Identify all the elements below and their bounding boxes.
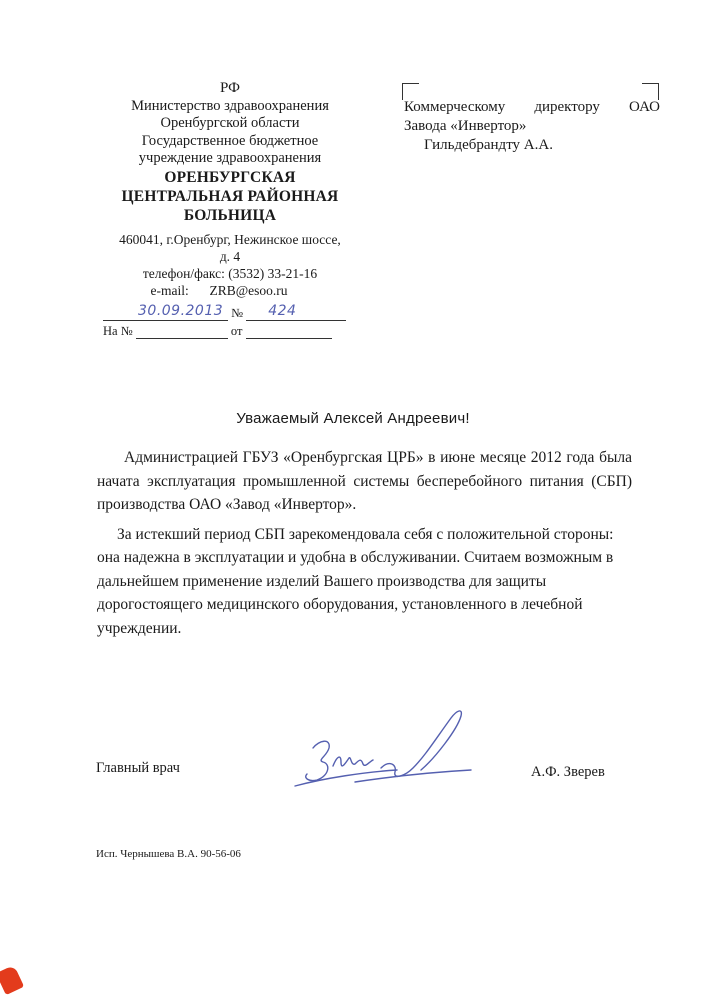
letterhead-address bbox=[100, 231, 360, 299]
addressee-word-2: директору bbox=[534, 99, 600, 115]
signatory-name: А.Ф. Зверев bbox=[531, 764, 605, 780]
letterhead-address-1: 460041, г.Оренбург, Нежинское шоссе, bbox=[119, 231, 341, 247]
corner-sticker bbox=[0, 965, 24, 995]
outgoing-number-field bbox=[246, 303, 346, 321]
addressee-line-3: Гильдебрандту А.А. bbox=[424, 137, 553, 153]
letterhead-institution-1: Государственное бюджетное bbox=[141, 132, 319, 149]
addressee-word-1: Коммерческому bbox=[404, 99, 506, 115]
letterhead-email-line bbox=[100, 282, 360, 299]
body-paragraph-1: Администрацией ГБУЗ «Оренбургская ЦРБ» в июне месяце 2012 года была начата эксплуатация промышленной системы бесперебойного питания (СБП) производства ОАО «Завод «Инвертор». bbox=[97, 449, 632, 513]
letter-body bbox=[97, 446, 632, 640]
outgoing-date-handwritten: 30.09.2013 bbox=[138, 303, 224, 319]
letterhead bbox=[100, 80, 360, 299]
letterhead-org-2: ЦЕНТРАЛЬНАЯ РАЙОННАЯ bbox=[121, 187, 339, 205]
outgoing-number-handwritten: 424 bbox=[268, 303, 297, 319]
body-paragraph-2: За истекший период СБП зарекомендовала себя с положительной стороны: она надежна в эксплуатации и удобна в обслуживании. Считаем возможным в дальнейшем применение изделий Вашего производства для защиты дорогостоящего медицинского оборудования, установленного в лечебной учреждении. bbox=[97, 525, 614, 637]
addressee-line-2: Завода «Инвертор» bbox=[404, 118, 527, 134]
handwritten-signature bbox=[285, 700, 475, 800]
executor-line: Исп. Чернышева В.А. 90-56-06 bbox=[96, 848, 241, 860]
addressee-line-1 bbox=[398, 98, 660, 117]
letterhead-ministry: Министерство здравоохранения bbox=[131, 97, 329, 114]
letterhead-org-3: БОЛЬНИЦА bbox=[183, 206, 277, 224]
addressee-block bbox=[398, 98, 660, 155]
signatory-role: Главный врач bbox=[96, 760, 180, 776]
letterhead-country: РФ bbox=[220, 80, 240, 96]
letterhead-institution-2: учреждение здравоохранения bbox=[138, 150, 322, 166]
letterhead-phone: телефон/факс: (3532) 33-21-16 bbox=[142, 265, 318, 281]
outgoing-date-field bbox=[103, 303, 228, 321]
outgoing-number-label: № bbox=[231, 306, 244, 320]
letterhead-email-label: e-mail: bbox=[150, 282, 189, 298]
letterhead-region: Оренбургской области bbox=[160, 115, 300, 131]
incoming-from-label: от bbox=[230, 324, 243, 338]
incoming-reg-line bbox=[103, 324, 332, 339]
incoming-number-label: На № bbox=[103, 324, 133, 338]
incoming-number-field bbox=[136, 324, 228, 339]
greeting: Уважаемый Алексей Андреевич! bbox=[236, 410, 470, 427]
addressee-word-3: ОАО bbox=[628, 99, 660, 115]
letterhead-email: ZRB@esoo.ru bbox=[209, 282, 288, 298]
letterhead-address-2: д. 4 bbox=[219, 248, 241, 264]
letterhead-org-1: ОРЕНБУРГСКАЯ bbox=[164, 168, 296, 186]
incoming-date-field bbox=[246, 324, 332, 339]
outgoing-reg-line bbox=[103, 303, 346, 321]
